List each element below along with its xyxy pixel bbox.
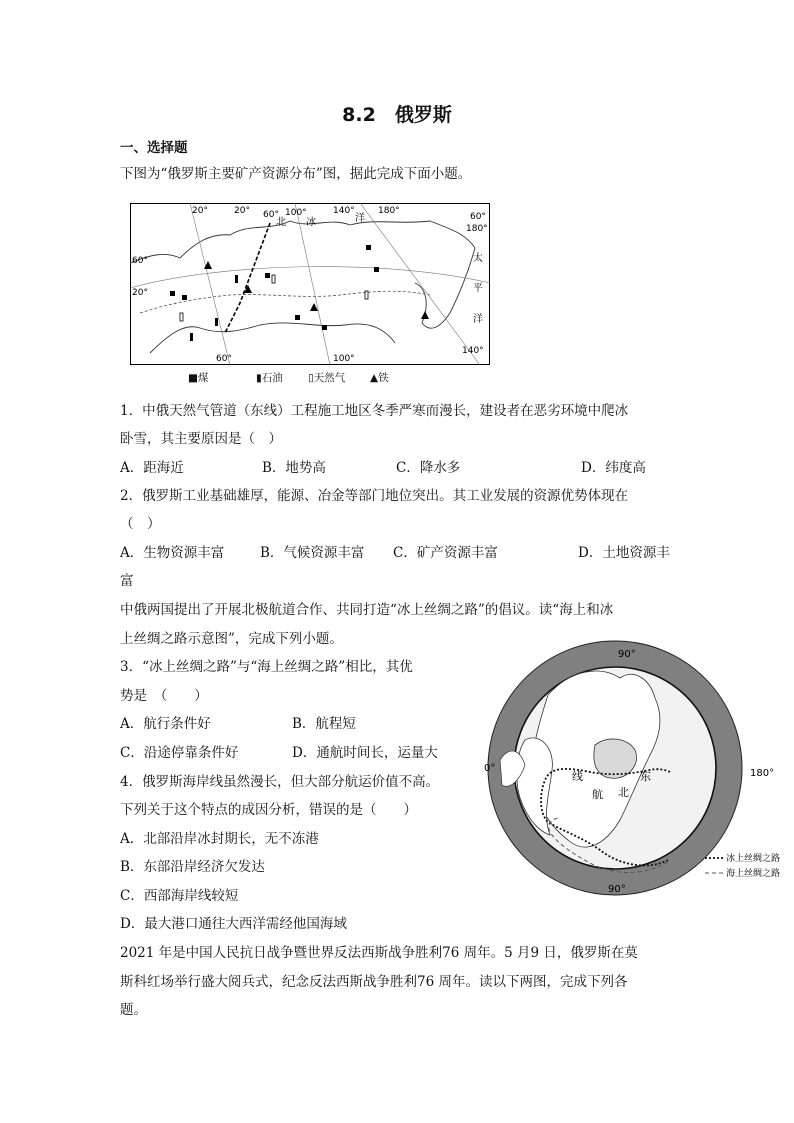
q4-option-b: B．东部沿岸经济欠发达 (120, 859, 265, 875)
map2-label: 0° (484, 763, 496, 774)
map1-label: 洋 (473, 314, 483, 325)
q2-option-b: B．气候资源丰富 (260, 545, 365, 561)
q1-stem-line1: 1．中俄天然气管道（东线）工程施工地区冬季严寒而漫长，建设者在恶劣环境中爬冰 (120, 403, 629, 419)
map2-label: 线 (572, 770, 583, 783)
section-heading: 一、选择题 (120, 140, 188, 156)
q1-option-c: C．降水多 (396, 460, 461, 476)
map1-label: 20° (132, 288, 148, 298)
q2-stem-line1: 2．俄罗斯工业基础雄厚，能源、冶金等部门地位突出。其工业发展的资源优势体现在 (120, 488, 629, 504)
q4-option-d: D．最大港口通往大西洋需经他国海域 (120, 916, 347, 932)
intro-text-2-line2: 上丝绸之路示意图”，完成下列小题。 (120, 631, 343, 647)
map2-label: 北 (618, 786, 629, 799)
q2-option-d-wrap: 富 (120, 573, 134, 589)
q4-stem-line1: 4．俄罗斯海岸线虽然漫长，但大部分航运价值不高。 (120, 774, 440, 790)
map1-label: 180° (378, 206, 400, 216)
q2-option-c: C．矿产资源丰富 (393, 545, 498, 561)
q2-option-d: D．土地资源丰 (578, 545, 670, 561)
intro-text-3-line2: 斯科红场举行盛大阅兵式，纪念反法西斯战争胜利76 周年。读以下两图，完成下列各 (120, 974, 628, 990)
map1-label: 140° (462, 346, 484, 356)
page-title: 8.2 俄罗斯 (342, 104, 452, 126)
map1-label: 100° (333, 354, 355, 364)
q3-stem-line1: 3．“冰上丝绸之路”与“海上丝绸之路”相比，其优 (120, 659, 413, 675)
map1-label: 太 (473, 253, 483, 264)
map1-label: 60° (263, 210, 279, 220)
q3-option-c: C．沿途停靠条件好 (120, 745, 239, 761)
q3-option-b: B．航程短 (292, 716, 356, 732)
map1-label: 20° (192, 206, 208, 216)
map1-label: 北 (276, 217, 286, 228)
map2-label: 90° (618, 649, 636, 660)
q3-option-a: A．航行条件好 (120, 716, 211, 732)
map2-legend-ice-route: 冰上丝绸之路 (726, 854, 781, 864)
map1-label: 平 (473, 283, 483, 294)
map2-legend-sea-route: 海上丝绸之路 (726, 869, 781, 879)
q1-option-a: A．距海近 (120, 460, 184, 476)
map1-label: 140° (333, 206, 355, 216)
map1-label: 60° (470, 212, 486, 222)
map1-legend-oil: ▮石油 (256, 372, 283, 384)
intro-text-3-line1: 2021 年是中国人民抗日战争暨世界反法西斯战争胜利76 周年。5 月9 日，俄罗斯在莫 (120, 945, 638, 961)
intro-text-3-line3: 题。 (120, 1002, 147, 1018)
russia-mineral-map (130, 203, 490, 365)
map1-label: 60° (216, 354, 232, 364)
map1-label: 60° (132, 256, 148, 266)
map1-legend-coal: ■煤 (188, 372, 209, 384)
map1-label: 冰 (306, 217, 316, 228)
q4-stem-line2: 下列关于这个特点的成因分析，错误的是（ ） (120, 802, 417, 818)
map1-label: 洋 (355, 213, 365, 224)
map1-label: 180° (466, 224, 488, 234)
map2-label: 东 (640, 770, 651, 783)
q2-stem-line2: （ ） (120, 516, 161, 532)
q1-option-b: B．地势高 (262, 460, 326, 476)
intro-text-1: 下图为“俄罗斯主要矿产资源分布”图，据此完成下面小题。 (120, 166, 472, 182)
map2-label: 180° (750, 768, 775, 779)
map2-label: 航 (592, 788, 603, 801)
q3-stem-line2: 势是 （ ） (120, 688, 208, 704)
q1-stem-line2: 卧雪，其主要原因是（ ） (120, 431, 282, 447)
map1-legend-gas: ▯天然气 (308, 372, 346, 384)
q1-option-d: D．纬度高 (581, 460, 646, 476)
q4-option-a: A．北部沿岸冰封期长，无不冻港 (120, 831, 319, 847)
silk-road-polar-map (480, 640, 794, 898)
q4-option-c: C．西部海岸线较短 (120, 888, 239, 904)
intro-text-2-line1: 中俄两国提出了开展北极航道合作、共同打造“冰上丝绸之路”的倡议。读“海上和冰 (120, 602, 614, 618)
q2-option-a: A．生物资源丰富 (120, 545, 225, 561)
q3-option-d: D．通航时间长，运量大 (292, 745, 438, 761)
map1-label: 20° (234, 206, 250, 216)
map1-label: 100° (285, 208, 307, 218)
map1-legend-iron: ▲铁 (370, 372, 389, 384)
map2-label: 90° (608, 884, 626, 895)
